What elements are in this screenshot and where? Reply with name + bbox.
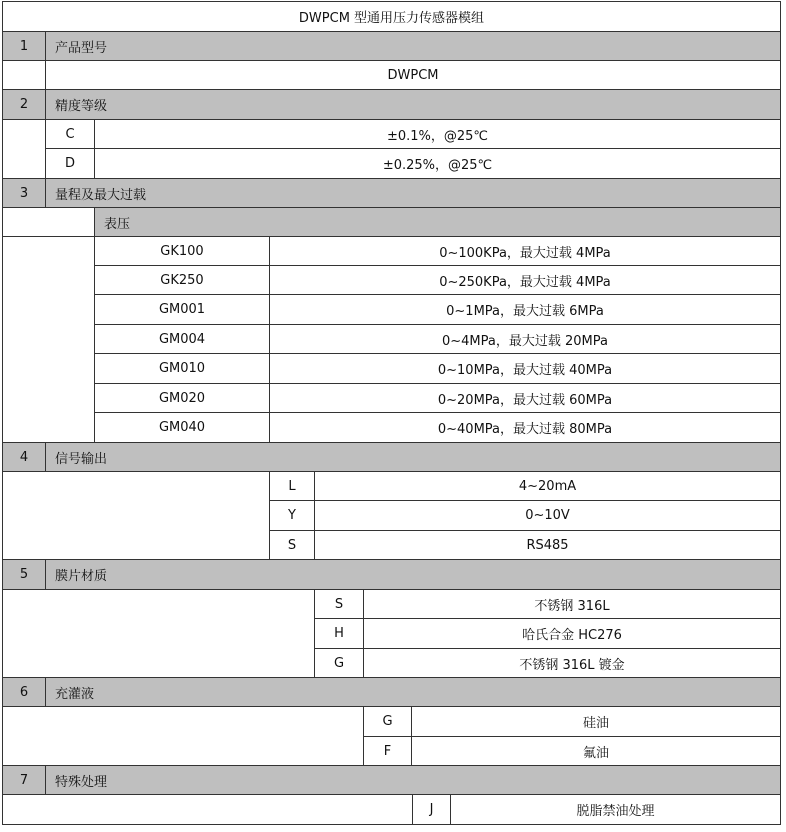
option-code: L [269,471,315,501]
option-code: G [314,648,364,678]
section-number-5: 5 [2,559,46,590]
indent-cell [2,471,270,560]
option-code: GK250 [94,265,270,295]
option-description: 0~10V [314,500,781,531]
option-code: GM020 [94,383,270,413]
option-description: RS485 [314,530,781,560]
indent-cell [2,236,95,443]
table-title: DWPCM 型通用压力传感器模组 [2,1,781,32]
option-description: ±0.25%，@25℃ [94,148,781,179]
section-heading-signal-output: 信号输出 [45,442,781,472]
option-description: 0~20MPa，最大过载 60MPa [269,383,781,413]
section-number-4: 4 [2,442,46,472]
section-number-7: 7 [2,765,46,795]
option-code: GM010 [94,353,270,384]
option-code: F [363,736,412,766]
option-code: GK100 [94,236,270,266]
option-description: 不锈钢 316L [363,589,781,619]
section-heading-special-treatment: 特殊处理 [45,765,781,795]
option-code: Y [269,500,315,531]
section-number-6: 6 [2,677,46,707]
option-description: 0~1MPa，最大过载 6MPa [269,294,781,325]
section-heading-product-model: 产品型号 [45,31,781,61]
option-code: J [412,794,451,825]
section-heading-fill-fluid: 充灌液 [45,677,781,707]
indent-cell [2,794,413,825]
option-code: G [363,706,412,737]
option-description: ±0.1%，@25℃ [94,119,781,149]
section-heading-diaphragm-material: 膜片材质 [45,559,781,590]
indent-cell [2,706,364,766]
option-code: D [45,148,95,179]
option-description: 0~100KPa，最大过载 4MPa [269,236,781,266]
option-description: 脱脂禁油处理 [450,794,781,825]
option-description: 不锈钢 316L 镀金 [363,648,781,678]
section-number-2: 2 [2,89,46,120]
section-heading-accuracy: 精度等级 [45,89,781,120]
option-code: S [314,589,364,619]
option-description: 4~20mA [314,471,781,501]
option-code: C [45,119,95,149]
section-heading-range-overload: 量程及最大过载 [45,178,781,208]
option-description: 0~40MPa，最大过载 80MPa [269,412,781,443]
option-code: GM040 [94,412,270,443]
option-description: 0~10MPa，最大过载 40MPa [269,353,781,384]
option-description: 哈氏合金 HC276 [363,618,781,649]
indent-cell [2,207,95,237]
indent-cell [2,589,315,678]
option-code: GM004 [94,324,270,354]
option-code: GM001 [94,294,270,325]
subheading-gauge-pressure: 表压 [94,207,781,237]
option-code: H [314,618,364,649]
section-number-1: 1 [2,31,46,61]
indent-cell [2,119,46,179]
product-model-value: DWPCM [45,60,781,90]
section-number-3: 3 [2,178,46,208]
option-description: 氟油 [411,736,781,766]
option-description: 0~4MPa，最大过载 20MPa [269,324,781,354]
indent-cell [2,60,46,90]
option-description: 0~250KPa，最大过载 4MPa [269,265,781,295]
option-code: S [269,530,315,560]
option-description: 硅油 [411,706,781,737]
